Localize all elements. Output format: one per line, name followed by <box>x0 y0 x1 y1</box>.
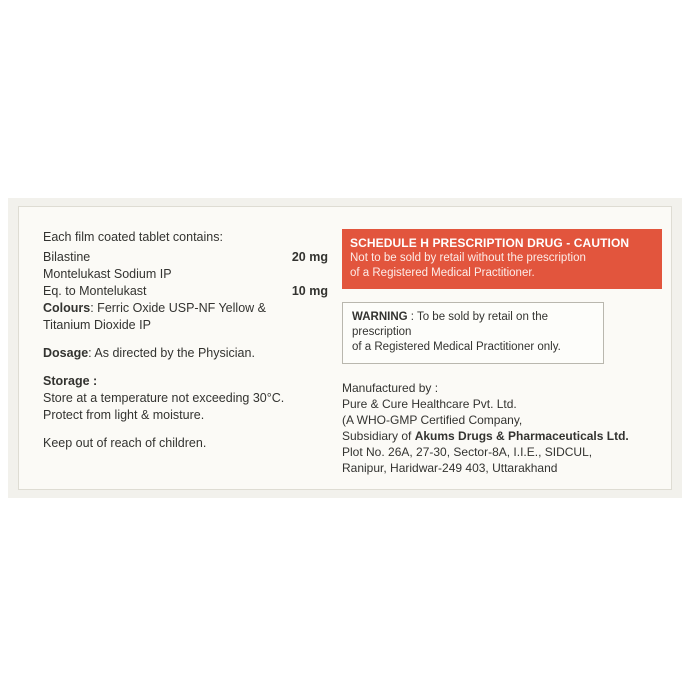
colours-line <box>43 300 328 317</box>
ingredient-amount: 20 mg <box>291 250 328 264</box>
manufacturer-address-2: Ranipur, Haridwar-249 403, Uttarakhand <box>342 461 558 475</box>
colours-label: Colours <box>43 301 91 315</box>
manufacturer-name: Pure & Cure Healthcare Pvt. Ltd. <box>342 397 517 411</box>
manufacturer-block <box>342 380 662 476</box>
dosage-label: Dosage <box>43 346 89 360</box>
schedule-h-line-2: of a Registered Medical Practitioner. <box>350 267 535 279</box>
ingredient-amount <box>316 266 328 283</box>
schedule-h-title: SCHEDULE H PRESCRIPTION DRUG - CAUTION <box>350 236 630 250</box>
carton-panel <box>18 206 672 490</box>
storage-line-1: Store at a temperature not exceeding 30°C. <box>43 391 285 405</box>
manufacturer-subsidiary <box>342 428 662 444</box>
ingredient-name: Montelukast Sodium IP <box>43 267 172 281</box>
manufacturer-address-1: Plot No. 26A, 27-30, Sector-8A, I.I.E., SIDCUL, <box>342 445 593 459</box>
keep-out-of-reach-line: Keep out of reach of children. <box>43 436 207 450</box>
subsidiary-prefix: Subsidiary of <box>342 429 415 443</box>
warning-value: : To be sold by retail on the prescription <box>352 311 549 338</box>
manufacturer-certification: (A WHO-GMP Certified Company, <box>342 413 523 427</box>
dosage-value: : As directed by the Physician. <box>88 346 255 360</box>
ingredient-row <box>43 249 328 266</box>
schedule-h-box <box>342 229 662 289</box>
warning-line-2: of a Registered Medical Practitioner only. <box>352 341 561 353</box>
warning-box <box>342 302 604 364</box>
ingredient-name: Bilastine <box>43 250 91 264</box>
warning-line-1 <box>352 310 594 340</box>
regulatory-column <box>338 229 662 475</box>
colours-line-2: Titanium Dioxide IP <box>43 318 151 332</box>
manufacturer-heading: Manufactured by : <box>342 381 439 395</box>
ingredient-row <box>43 283 328 300</box>
label-content <box>19 207 671 489</box>
composition-column <box>43 229 338 475</box>
carton-photo <box>8 198 682 498</box>
subsidiary-name: Akums Drugs & Pharmaceuticals Ltd. <box>414 429 629 443</box>
schedule-h-line-1: Not to be sold by retail without the prescription <box>350 252 586 264</box>
dosage-line <box>43 345 328 362</box>
storage-label: Storage : <box>43 374 98 388</box>
ingredient-row <box>43 266 328 283</box>
ingredient-amount: 10 mg <box>291 284 328 298</box>
colours-value: : Ferric Oxide USP-NF Yellow & <box>90 301 266 315</box>
composition-heading: Each film coated tablet contains: <box>43 230 223 244</box>
ingredient-name: Eq. to Montelukast <box>43 284 147 298</box>
warning-label: WARNING <box>352 311 408 323</box>
storage-line-2: Protect from light & moisture. <box>43 408 205 422</box>
